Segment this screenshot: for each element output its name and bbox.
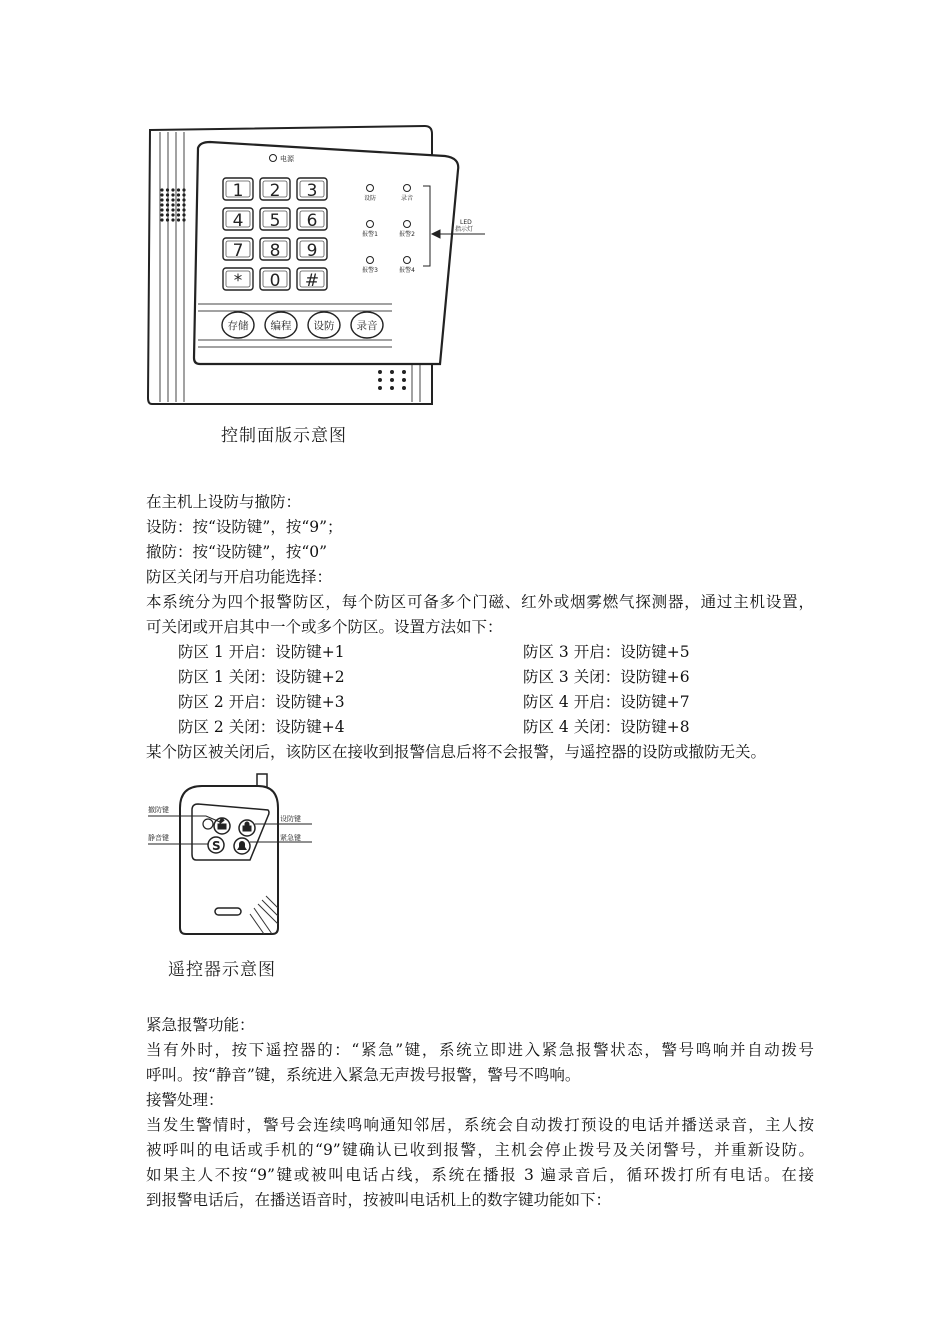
keypad-key[interactable]: [223, 238, 253, 261]
control-panel-caption: 控制面版示意图: [221, 426, 347, 446]
led-label: 报警3: [362, 267, 378, 274]
text-block-setup: [146, 490, 814, 640]
function-key-label: 录音: [356, 320, 378, 332]
remote-caption: 遥控器示意图: [168, 960, 276, 980]
led-label: 报警4: [399, 267, 415, 274]
mute-key-label: 静音键: [148, 834, 169, 842]
text-block-note: [146, 740, 814, 765]
zone-setting: 防区 3 关闭：设防键+6: [523, 668, 690, 686]
text-line: 防区关闭与开启功能选择：: [146, 568, 333, 586]
function-key-label: 编程: [270, 320, 292, 332]
keypad-key-label: #: [304, 271, 320, 291]
text-line: 某个防区被关闭后，该防区在接收到报警信息后将不会报警，与遥控器的设防或撤防无关。: [146, 743, 767, 761]
led-label: 报警1: [362, 231, 378, 238]
keypad-key[interactable]: [223, 178, 253, 201]
text-line: 呼叫。按“静音”键，系统进入紧急无声拨号报警，警号不鸣响。: [146, 1066, 581, 1084]
keypad-key[interactable]: [260, 238, 290, 261]
text-line: 到报警电话后，在播送语音时，按被叫电话机上的数字键功能如下：: [146, 1191, 612, 1209]
zone-row: [178, 665, 818, 690]
text-line: 紧急报警功能：: [146, 1016, 255, 1034]
zone-setting: 防区 2 开启：设防键+3: [178, 693, 345, 711]
zone-row: [178, 690, 818, 715]
text-line: 可关闭或开启其中一个或多个防区。设置方法如下：: [146, 618, 503, 636]
keypad-key-label: 3: [306, 181, 318, 201]
keypad-key-label: 2: [269, 181, 281, 201]
function-key[interactable]: [265, 312, 297, 338]
control-panel-diagram: [140, 118, 490, 418]
zone-setting: 防区 4 开启：设防键+7: [523, 693, 690, 711]
remote-control-diagram: [140, 768, 320, 948]
disarm-key-label: 撤防键: [148, 806, 169, 814]
remote-led-icon: [203, 819, 213, 829]
keypad-key-label: 7: [232, 241, 244, 261]
zone-row: [178, 715, 818, 740]
arm-key-label: 设防键: [280, 815, 301, 823]
keypad-key[interactable]: [297, 238, 327, 261]
text-block-emergency: [146, 1013, 814, 1213]
remote-slot: [215, 908, 241, 915]
led-label: 报警2: [399, 231, 415, 238]
keypad-key[interactable]: [297, 208, 327, 231]
keypad-key-label: 1: [232, 181, 244, 201]
keypad-key-label: *: [233, 271, 243, 291]
keypad-key-label: 5: [269, 211, 281, 231]
keypad-key[interactable]: [297, 268, 327, 291]
keypad-key-label: 6: [306, 211, 318, 231]
led-label: 录音: [400, 195, 414, 202]
text-line: 当有外时，按下遥控器的：“紧急”键，系统立即进入紧急报警状态，警号鸣响并自动拨号: [146, 1041, 814, 1059]
text-line: 撤防：按“设防键”，按“0”: [146, 543, 328, 561]
keypad-key-label: 9: [306, 241, 318, 261]
function-key[interactable]: [222, 312, 254, 338]
text-line: 如果主人不按“9”键或被叫电话占线，系统在播报 3 遍录音后，循环拨打所有电话。在接: [146, 1166, 814, 1184]
text-line: 本系统分为四个报警防区，每个防区可备多个门磁、红外或烟雾燃气探测器，通过主机设置，: [146, 593, 814, 611]
zone-setting: 防区 1 开启：设防键+1: [178, 643, 345, 661]
function-key-label: 存储: [227, 320, 249, 332]
keypad-key[interactable]: [260, 208, 290, 231]
emergency-key-label: 紧急键: [280, 834, 301, 842]
text-line: 接警处理：: [146, 1091, 224, 1109]
led-callout-label: LED: [460, 219, 472, 226]
function-key-label: 设防: [313, 320, 335, 332]
text-line: 被呼叫的电话或手机的“9”键确认已收到报警，主机会停止拨号及关闭警号，并重新设防。: [146, 1141, 814, 1159]
zone-setting: 防区 1 关闭：设防键+2: [178, 668, 345, 686]
zone-setting: 防区 3 开启：设防键+5: [523, 643, 690, 661]
keypad-key[interactable]: [297, 178, 327, 201]
zone-setting: 防区 4 关闭：设防键+8: [523, 718, 690, 736]
led-label: 设防: [363, 195, 377, 202]
mute-button-glyph: S: [212, 839, 221, 853]
keypad-key[interactable]: [223, 268, 253, 291]
text-line: 设防：按“设防键”，按“9”；: [146, 518, 343, 536]
function-key[interactable]: [351, 312, 383, 338]
keypad-key-label: 0: [269, 271, 281, 291]
text-line: 当发生警情时，警号会连续鸣响通知邻居，系统会自动拨打预设的电话并播送录音，主人按: [146, 1116, 814, 1134]
keypad-key-label: 4: [232, 211, 244, 231]
keypad-key[interactable]: [260, 178, 290, 201]
zone-setting: 防区 2 关闭：设防键+4: [178, 718, 345, 736]
keypad-key-label: 8: [269, 241, 281, 261]
keypad-key[interactable]: [223, 208, 253, 231]
led-callout-label: 指示灯: [455, 226, 474, 233]
zone-row: [178, 640, 818, 665]
power-label: 电源: [280, 155, 294, 163]
function-key[interactable]: [308, 312, 340, 338]
keypad-key[interactable]: [260, 268, 290, 291]
text-line: 在主机上设防与撤防：: [146, 493, 302, 511]
zone-settings-table: [178, 640, 818, 740]
